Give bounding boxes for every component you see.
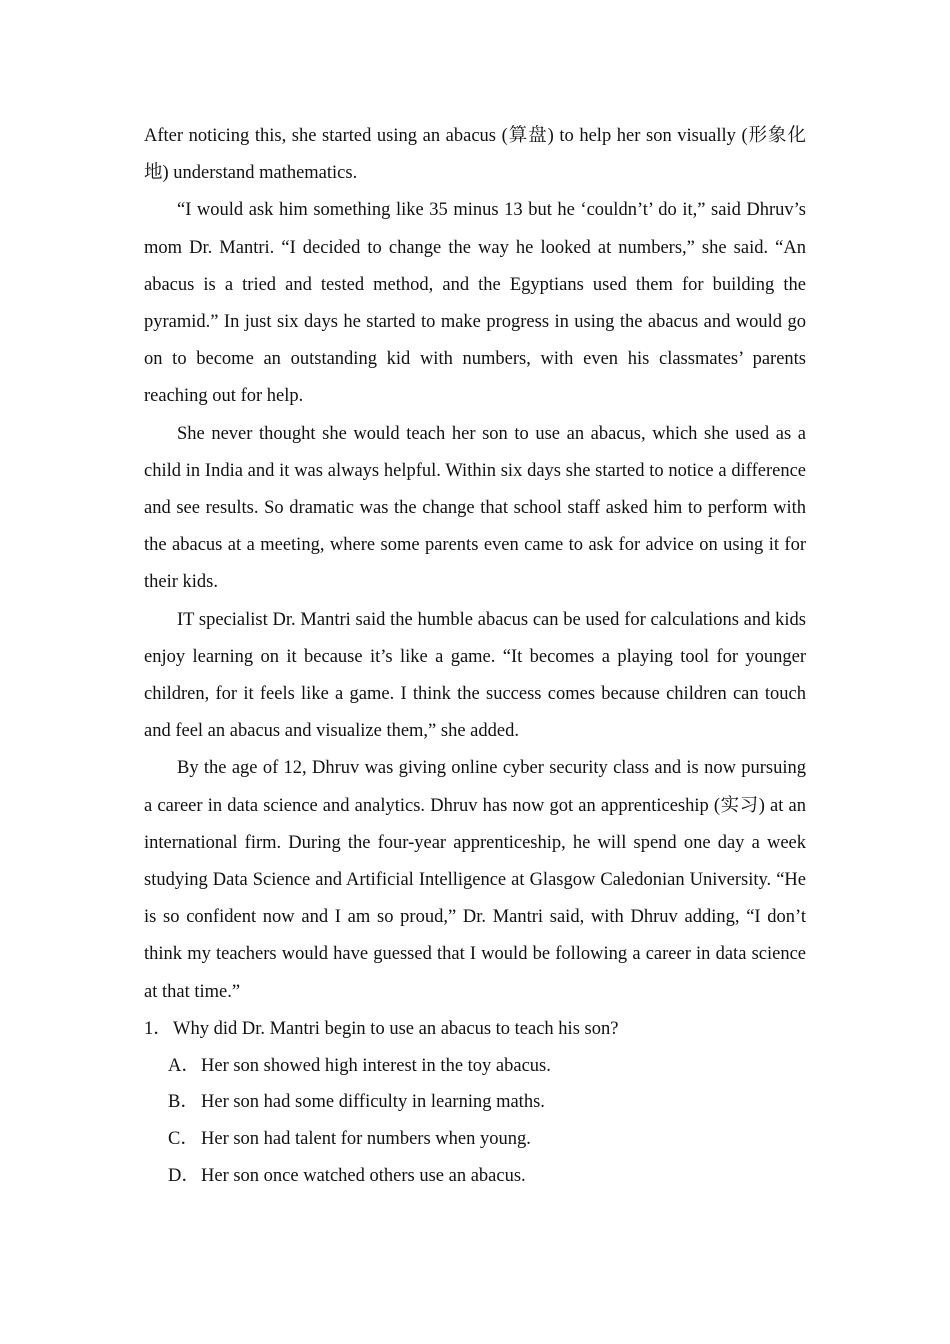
option-letter: D． [168, 1166, 200, 1187]
passage-paragraph: She never thought she would teach her son to use an abacus, which she used as a child in India and it was always helpful. Within six days she started to notice a difference and see results. So dramatic was the change that school staff asked him to perform with the abacus at a meeting, where some parents even came to ask for advice on using it for their kids. [144, 423, 806, 593]
option-letter: B． [168, 1092, 199, 1113]
answer-option-b[interactable] [144, 1084, 806, 1121]
option-letter: C． [168, 1129, 199, 1150]
question-number: 1． [144, 1018, 172, 1039]
question-stem [144, 1011, 806, 1048]
option-text: Her son had talent for numbers when young. [201, 1129, 531, 1150]
passage-paragraph: IT specialist Dr. Mantri said the humble abacus can be used for calculations and kids enjoy learning on it because it’s like a game. “It becomes a playing tool for younger children, for it feels like a game. I think the success comes because children can touch and feel an abacus and visualize them,” she added. [144, 609, 806, 742]
option-text: Her son showed high interest in the toy abacus. [201, 1055, 551, 1076]
answer-option-d[interactable] [144, 1158, 806, 1195]
reading-passage [144, 118, 806, 1011]
option-letter: A． [168, 1055, 200, 1076]
option-text: Her son once watched others use an abacus. [201, 1166, 526, 1187]
question-block [144, 1011, 806, 1195]
passage-paragraph: After noticing this, she started using an abacus (算盘) to help her son visually (形象化地) understand mathematics. [144, 126, 806, 184]
answer-option-c[interactable] [144, 1121, 806, 1158]
document-page [144, 118, 806, 1195]
passage-paragraph: By the age of 12, Dhruv was giving online cyber security class and is now pursuing a career in data science and analytics. Dhruv has now got an apprenticeship (实习) at an international firm. During the four-year apprenticeship, he will spend one day a week studying Data Science and Artificial Intelligence at Glasgow Caledonian University. “He is so confident now and I am so proud,” Dr. Mantri said, with Dhruv adding, “I don’t think my teachers would have guessed that I would be following a career in data science at that time.” [144, 758, 806, 1002]
answer-option-a[interactable] [144, 1048, 806, 1085]
passage-paragraph: “I would ask him something like 35 minus 13 but he ‘couldn’t’ do it,” said Dhruv’s mom Dr. Mantri. “I decided to change the way he looked at numbers,” she said. “An abacus is a tried and tested method, and the Egyptians used them for building the pyramid.” In just six days he started to make progress in using the abacus and would go on to become an outstanding kid with numbers, with even his classmates’ parents reaching out for help. [144, 200, 806, 407]
option-text: Her son had some difficulty in learning maths. [201, 1092, 545, 1113]
question-text: Why did Dr. Mantri begin to use an abacus to teach his son? [173, 1018, 619, 1039]
answer-options [144, 1048, 806, 1195]
